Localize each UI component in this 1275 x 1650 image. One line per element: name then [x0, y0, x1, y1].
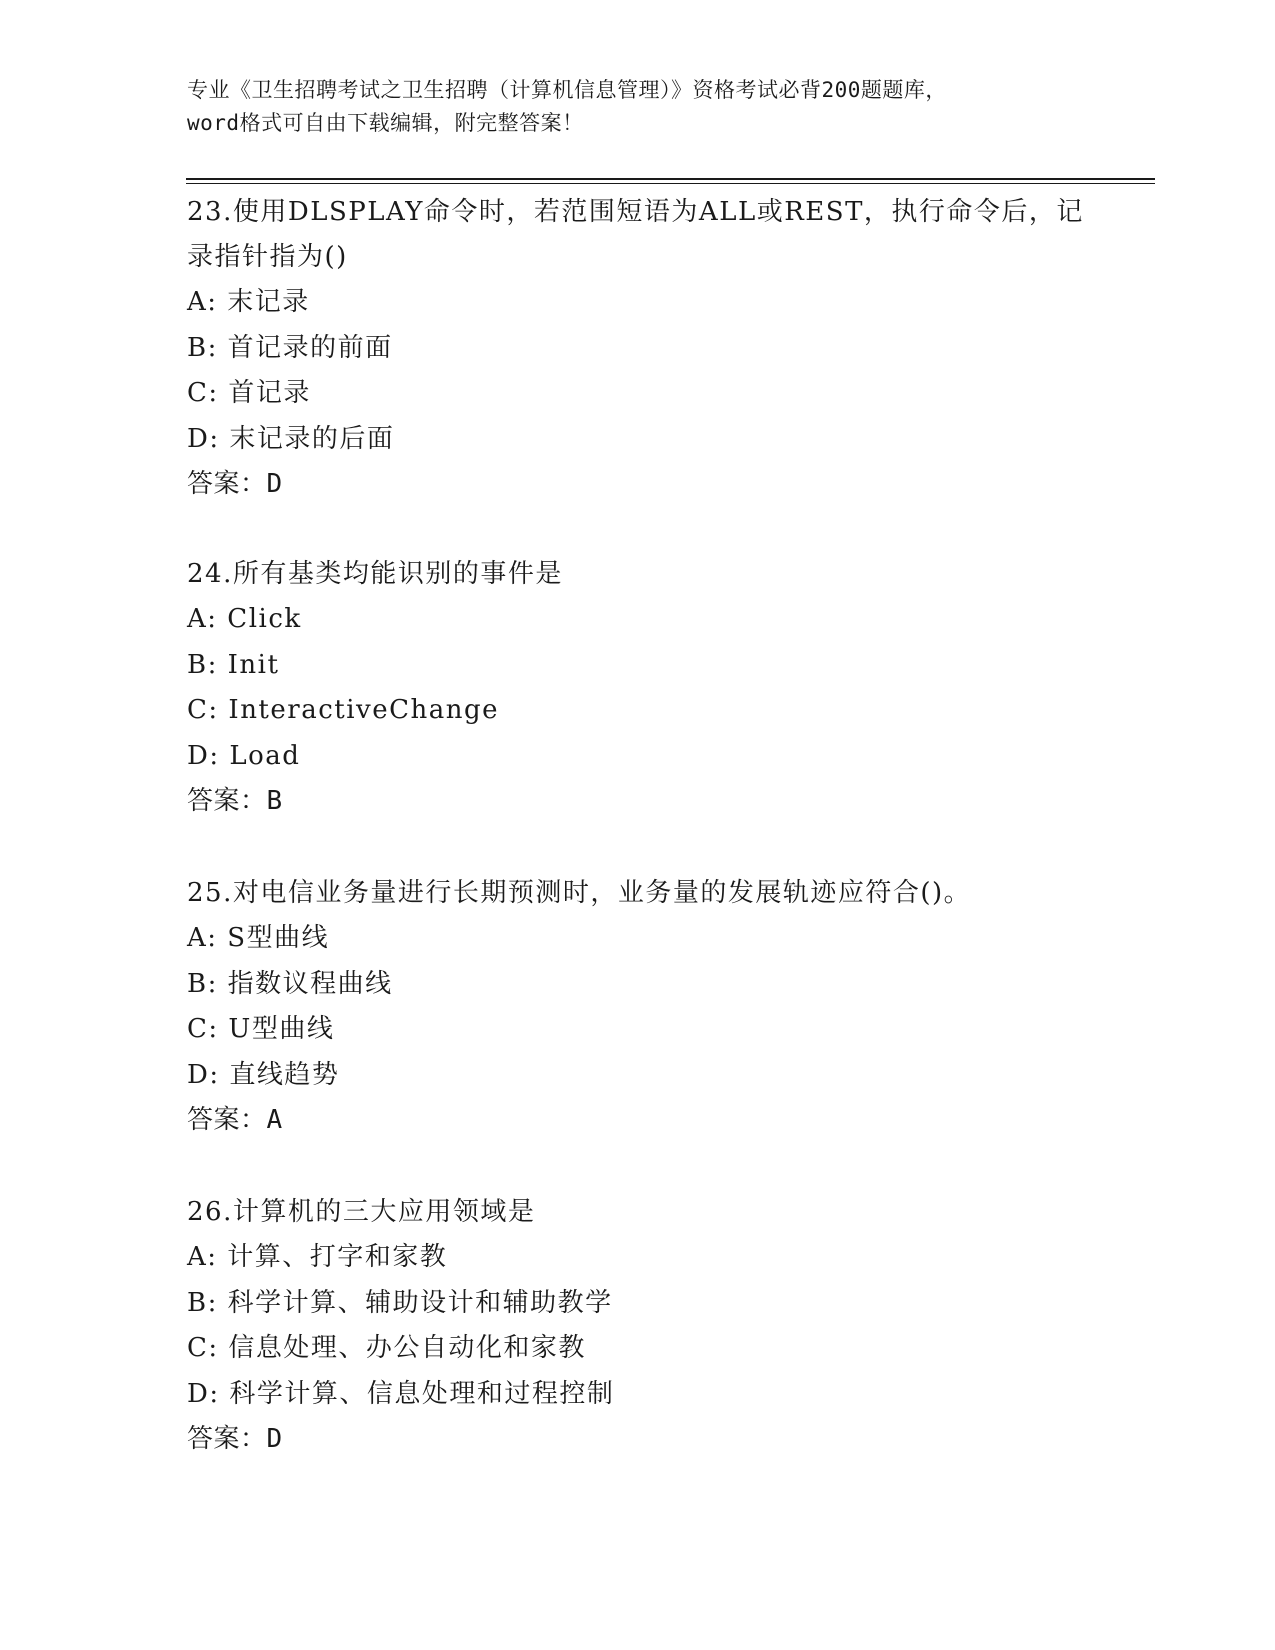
- answer: 答案：B: [187, 786, 283, 816]
- header-divider-thick: [186, 178, 1155, 180]
- option-b: B: 科学计算、辅助设计和辅助教学: [187, 1287, 613, 1318]
- question-stem: 24.所有基类均能识别的事件是: [187, 559, 563, 589]
- option-c: C: InteractiveChange: [187, 695, 500, 725]
- option-a: A: 计算、打字和家教: [187, 1242, 448, 1272]
- option-a: A: Click: [187, 604, 302, 634]
- option-a: A: S型曲线: [187, 923, 330, 953]
- option-d: D: Load: [187, 740, 301, 771]
- option-c: C: U型曲线: [187, 1014, 335, 1044]
- option-d: D: 末记录的后面: [187, 423, 395, 454]
- option-b: B: Init: [187, 649, 280, 680]
- question-26: [187, 1190, 1107, 1462]
- question-stem: 25.对电信业务量进行长期预测时，业务量的发展轨迹应符合()。: [187, 878, 972, 908]
- answer: 答案：D: [187, 1424, 283, 1454]
- option-b: B: 指数议程曲线: [187, 968, 393, 999]
- question-stem: 26.计算机的三大应用领域是: [187, 1197, 536, 1227]
- option-c: C: 信息处理、办公自动化和家教: [187, 1333, 586, 1363]
- question-23: [187, 190, 1107, 507]
- question-stem-continued: 录指针指为(): [187, 242, 348, 272]
- document-header: [187, 74, 1087, 140]
- answer: 答案：A: [187, 1105, 283, 1135]
- question-stem: 23.使用DLSPLAY命令时，若范围短语为ALL或REST，执行命令后，记: [187, 197, 1084, 227]
- answer: 答案：D: [187, 469, 283, 499]
- question-24: [187, 552, 1107, 824]
- option-b: B: 首记录的前面: [187, 332, 393, 363]
- option-d: D: 直线趋势: [187, 1059, 340, 1090]
- question-25: [187, 871, 1107, 1143]
- header-line-2: word格式可自由下载编辑，附完整答案！: [187, 111, 584, 135]
- header-divider-thin: [186, 183, 1155, 184]
- option-d: D: 科学计算、信息处理和过程控制: [187, 1378, 615, 1409]
- option-c: C: 首记录: [187, 378, 311, 408]
- option-a: A: 末记录: [187, 287, 310, 317]
- header-line-1: 专业《卫生招聘考试之卫生招聘（计算机信息管理）》资格考试必背200题题库，: [187, 78, 947, 102]
